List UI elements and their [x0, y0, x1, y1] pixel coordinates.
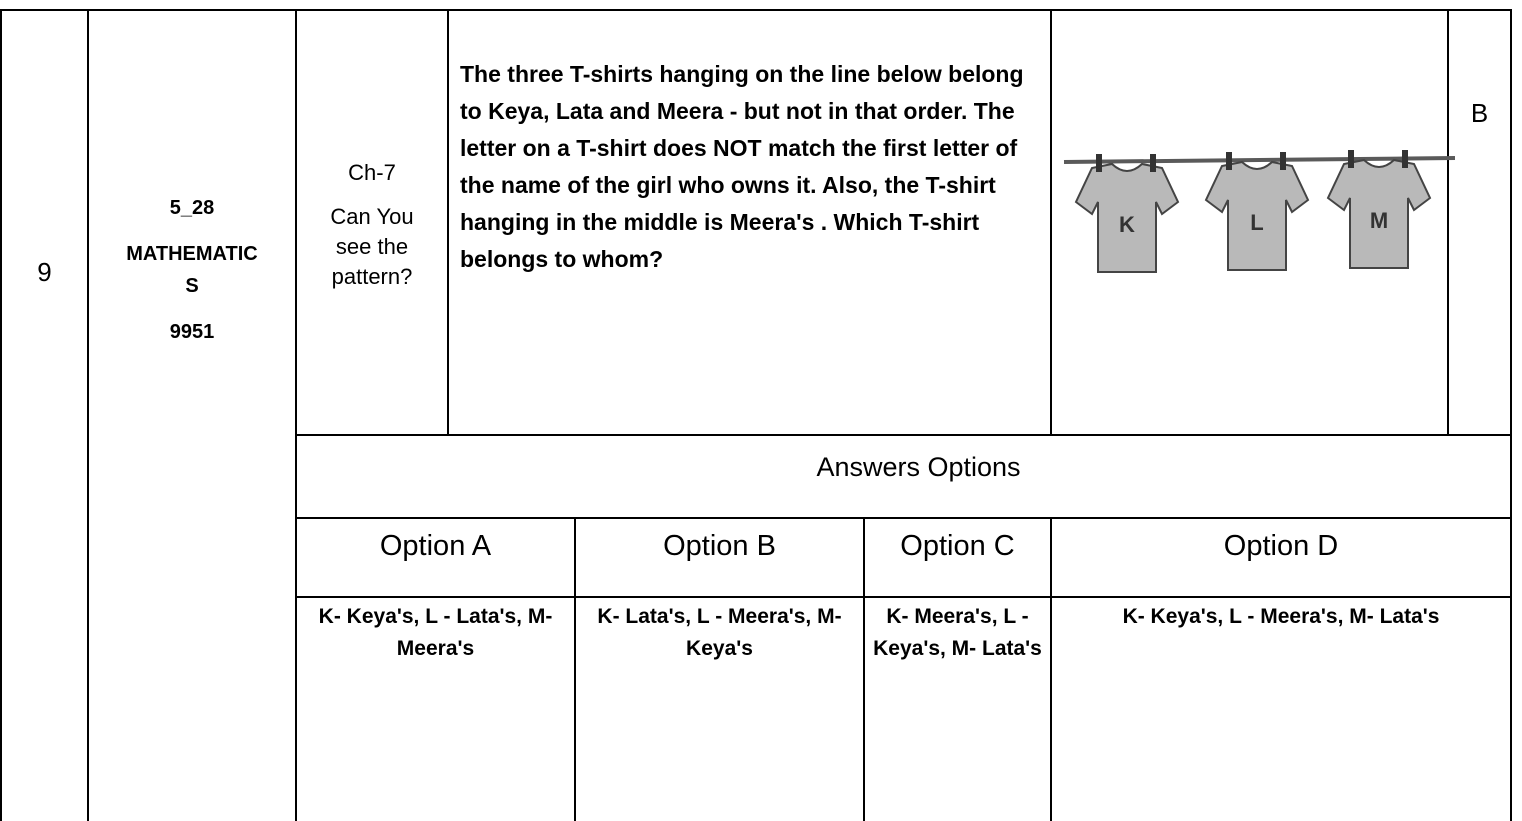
- shirt-letter-m: M: [1369, 208, 1389, 233]
- option-a-text: K- Keya's, L - Lata's, M- Meera's: [318, 605, 553, 660]
- col-divider-4: [1050, 9, 1052, 435]
- col-divider-3: [447, 9, 449, 435]
- option-b-header: [576, 519, 863, 573]
- row-divider-question: [295, 434, 1512, 436]
- option-d-text: K- Keya's, L - Meera's, M- Lata's: [1122, 605, 1440, 628]
- option-d-label: Option D: [1223, 529, 1339, 562]
- question-text: The three T-shirts hanging on the line below belong to Keya, Lata and Meera - but not in that order. The letter on a T-shirt does NOT match the first letter of the name of the girl who owns it. Also, the T-shirt hanging in the middle is Meera's . Which T-shirt belongs to whom?: [460, 61, 1024, 272]
- option-a-label: Option A: [379, 529, 492, 562]
- answers-title: [297, 438, 1510, 496]
- shirt-letter-k: K: [1119, 212, 1135, 237]
- option-b-text: K- Lata's, L - Meera's, M- Keya's: [597, 605, 842, 660]
- subject-line: MATHEMATIC: [126, 243, 258, 265]
- question-number-text: 9: [37, 256, 52, 287]
- answer-key-text: B: [1470, 97, 1489, 128]
- question-number: [2, 240, 87, 304]
- option-a-header: [297, 519, 574, 573]
- table-border-left: [0, 9, 2, 821]
- chapter-title-line: see the: [335, 234, 409, 259]
- option-c-label: Option C: [900, 529, 1015, 562]
- question-code: [89, 150, 295, 390]
- chapter-number: Ch-7: [348, 160, 396, 185]
- id-line: 9951: [169, 321, 215, 343]
- tshirt-illustration: [1062, 140, 1457, 280]
- answer-key: [1449, 90, 1510, 136]
- shirt-letter-l: L: [1250, 210, 1264, 235]
- table-border-top: [0, 9, 1512, 11]
- option-c-header: [865, 519, 1050, 573]
- option-d-header: [1052, 519, 1510, 573]
- chapter-title-line: pattern?: [331, 264, 413, 289]
- answers-title-text: Answers Options: [816, 451, 1021, 482]
- option-b-label: Option B: [663, 529, 776, 562]
- code-line: 5_28: [169, 197, 215, 219]
- col-divider-1: [87, 9, 89, 821]
- table-border-right: [1510, 9, 1512, 821]
- chapter-cell: [297, 115, 447, 335]
- row-divider-option-heads: [295, 596, 1512, 598]
- tshirt-image: [1062, 140, 1457, 280]
- chapter-title-line: Can You: [330, 204, 414, 229]
- subject-line-wrap: S: [185, 275, 199, 297]
- option-c-text: K- Meera's, L - Keya's, M- Lata's: [873, 605, 1042, 660]
